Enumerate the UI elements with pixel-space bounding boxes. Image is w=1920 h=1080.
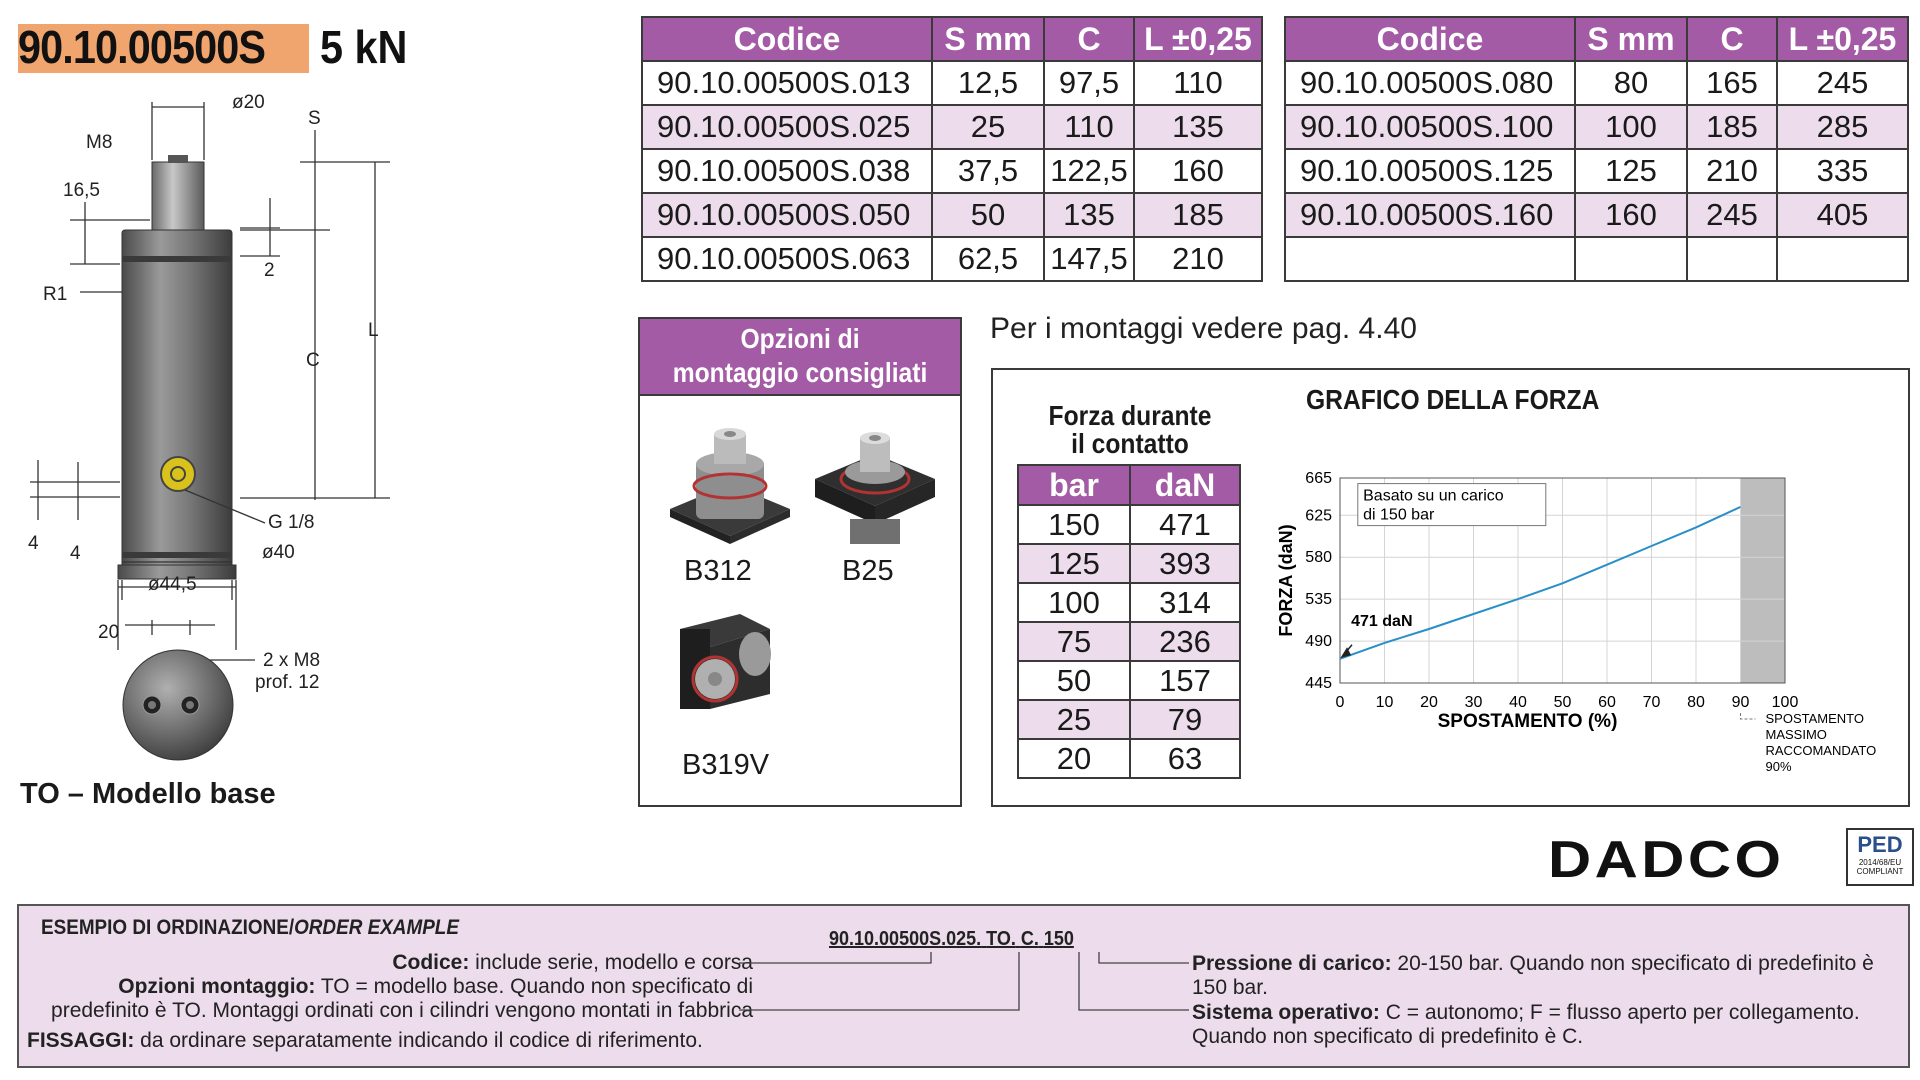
dadco-logo: DADCO — [1548, 831, 1785, 889]
order-leader-lines — [19, 906, 1908, 1066]
table-row — [1285, 237, 1908, 281]
dim-c: C — [306, 350, 320, 371]
table-header-row — [1285, 17, 1908, 61]
note-leader — [1741, 713, 1756, 719]
x-tick-label: 100 — [1771, 694, 1799, 711]
x-tick-label: 50 — [1553, 694, 1572, 711]
col-dan: daN — [1130, 465, 1240, 505]
col-s: S mm — [1575, 17, 1687, 61]
y-tick-label: 580 — [1305, 549, 1332, 567]
series-line — [1340, 507, 1741, 659]
x-tick-label: 20 — [1420, 694, 1438, 711]
table-row: 50 157 — [1018, 661, 1240, 700]
dim-m8: M8 — [86, 132, 113, 153]
table-row: 90.10.00500S.125 125 210 335 — [1285, 149, 1908, 193]
y-ticks — [1305, 470, 1332, 692]
order-codice-line: Codice: include serie, modello e corsa — [392, 951, 753, 974]
note-line-3: RACCOMANDATO — [1765, 743, 1877, 758]
table-header-row — [1018, 465, 1240, 505]
y-tick-label: 445 — [1305, 675, 1332, 692]
order-example-box — [17, 904, 1910, 1068]
order-sistema-line1: Sistema operativo: C = autonomo; F = flusso aperto per collegamento. — [1192, 1001, 1860, 1024]
table-row: 90.10.00500S.160 160 245 405 — [1285, 193, 1908, 237]
dim-d20: ø20 — [232, 92, 265, 113]
legend-line-2: di 150 bar — [1363, 506, 1435, 524]
mounting-options-box — [638, 317, 962, 807]
table-row: 100 314 — [1018, 583, 1240, 622]
dim-prof: prof. 12 — [255, 672, 320, 693]
table-row: 90.10.00500S.025 25 110 135 — [642, 105, 1262, 149]
dim-2xm8: 2 x M8 — [263, 650, 321, 671]
product-force: 5 kN — [320, 21, 408, 73]
table-row: 90.10.00500S.063 62,5 147,5 210 — [642, 237, 1262, 281]
y-tick-label: 625 — [1305, 507, 1332, 525]
x-tick-label: 0 — [1335, 694, 1345, 711]
dimension-table-2 — [1284, 16, 1909, 282]
table-row: 20 63 — [1018, 739, 1240, 778]
annotation-arrow — [1342, 645, 1352, 657]
y-axis-label: FORZA (daN) — [1276, 524, 1296, 637]
order-sistema-line2: Quando non specificato di predefinito è C. — [1192, 1025, 1584, 1048]
x-tick-label: 60 — [1598, 694, 1616, 711]
table-header-row — [642, 17, 1262, 61]
order-code: 90.10.00500S.025. TO. C. 150 — [829, 928, 1074, 950]
table-row: 125 393 — [1018, 544, 1240, 583]
model-base-label: TO – Modello base — [20, 778, 276, 810]
dim-d445: ø44,5 — [148, 574, 197, 595]
table-row: 90.10.00500S.080 80 165 245 — [1285, 61, 1908, 105]
chart-title: GRAFICO DELLA FORZA — [1306, 384, 1600, 415]
dim-s: S — [308, 108, 321, 129]
x-axis-label: SPOSTAMENTO (%) — [1437, 711, 1618, 732]
dim-4a: 4 — [28, 533, 39, 554]
table-row: 90.10.00500S.013 12,5 97,5 110 — [642, 61, 1262, 105]
dimension-table-1 — [641, 16, 1263, 282]
table-row: 90.10.00500S.038 37,5 122,5 160 — [642, 149, 1262, 193]
dim-d40: ø40 — [262, 542, 295, 563]
col-c: C — [1044, 17, 1134, 61]
dim-l: L — [368, 320, 379, 341]
x-tick-label: 70 — [1642, 694, 1661, 711]
mounting-note: Per i montaggi vedere pag. 4.40 — [990, 312, 1417, 345]
b319v-mount-icon — [670, 609, 780, 719]
col-s: S mm — [932, 17, 1044, 61]
note-line-2: MASSIMO — [1765, 727, 1827, 742]
order-opzioni-line1: Opzioni montaggio: TO = modello base. Quando non specificato di — [118, 975, 753, 998]
col-codice: Codice — [642, 17, 932, 61]
product-code: 90.10.00500S — [18, 21, 266, 73]
x-tick-label: 90 — [1731, 694, 1750, 711]
dim-r1: R1 — [43, 284, 68, 305]
dim-4b: 4 — [70, 543, 81, 564]
note-line-1: SPOSTAMENTO — [1765, 711, 1864, 726]
x-tick-label: 10 — [1375, 694, 1394, 711]
y-tick-label: 535 — [1305, 591, 1332, 609]
order-example-heading: ESEMPIO DI ORDINAZIONE/ORDER EXAMPLE — [41, 916, 459, 939]
force-table-title: Forza durante il contatto — [1048, 400, 1212, 459]
option-b319v: B319V — [682, 749, 770, 781]
table-row: 90.10.00500S.100 100 185 285 — [1285, 105, 1908, 149]
b25-mount-icon — [810, 424, 940, 554]
dim-2: 2 — [264, 260, 275, 281]
force-table — [1017, 464, 1241, 779]
mounting-options-title: Opzioni di montaggio consigliati — [640, 319, 960, 396]
x-tick-label: 40 — [1509, 694, 1527, 711]
dim-20: 20 — [98, 622, 120, 643]
option-b25: B25 — [842, 555, 894, 587]
dim-165: 16,5 — [63, 180, 100, 201]
col-codice: Codice — [1285, 17, 1575, 61]
b312-mount-icon — [660, 424, 800, 554]
col-c: C — [1687, 17, 1777, 61]
legend-line-1: Basato su un carico — [1363, 487, 1504, 505]
x-tick-label: 80 — [1687, 694, 1705, 711]
start-force-annotation: 471 daN — [1351, 613, 1413, 631]
ped-badge: PED 2014/68/EU COMPLIANT — [1846, 828, 1914, 886]
note-line-4: 90% — [1765, 759, 1792, 774]
col-l: L ±0,25 — [1134, 17, 1262, 61]
dim-g18: G 1/8 — [268, 512, 315, 533]
option-b312: B312 — [684, 555, 752, 587]
x-tick-label: 30 — [1464, 694, 1483, 711]
order-pressione-line2: 150 bar. — [1192, 976, 1268, 999]
table-row: 150 471 — [1018, 505, 1240, 544]
x-ticks — [1336, 694, 1799, 711]
y-tick-label: 665 — [1305, 470, 1332, 487]
max-stroke-shade — [1741, 478, 1786, 683]
y-tick-label: 490 — [1305, 633, 1332, 651]
force-chart — [1260, 450, 1900, 790]
order-opzioni-line2: predefinito è TO. Montaggi ordinati con i cilindri vengono montati in fabbrica — [51, 999, 753, 1022]
order-pressione-line1: Pressione di carico: 20-150 bar. Quando non specificato di predefinito è — [1192, 952, 1874, 975]
table-row: 25 79 — [1018, 700, 1240, 739]
col-l: L ±0,25 — [1777, 17, 1908, 61]
col-bar: bar — [1018, 465, 1130, 505]
table-row: 90.10.00500S.050 50 135 185 — [642, 193, 1262, 237]
table-row: 75 236 — [1018, 622, 1240, 661]
order-fissaggi-line: FISSAGGI: da ordinare separatamente indicando il codice di riferimento. — [27, 1029, 703, 1052]
